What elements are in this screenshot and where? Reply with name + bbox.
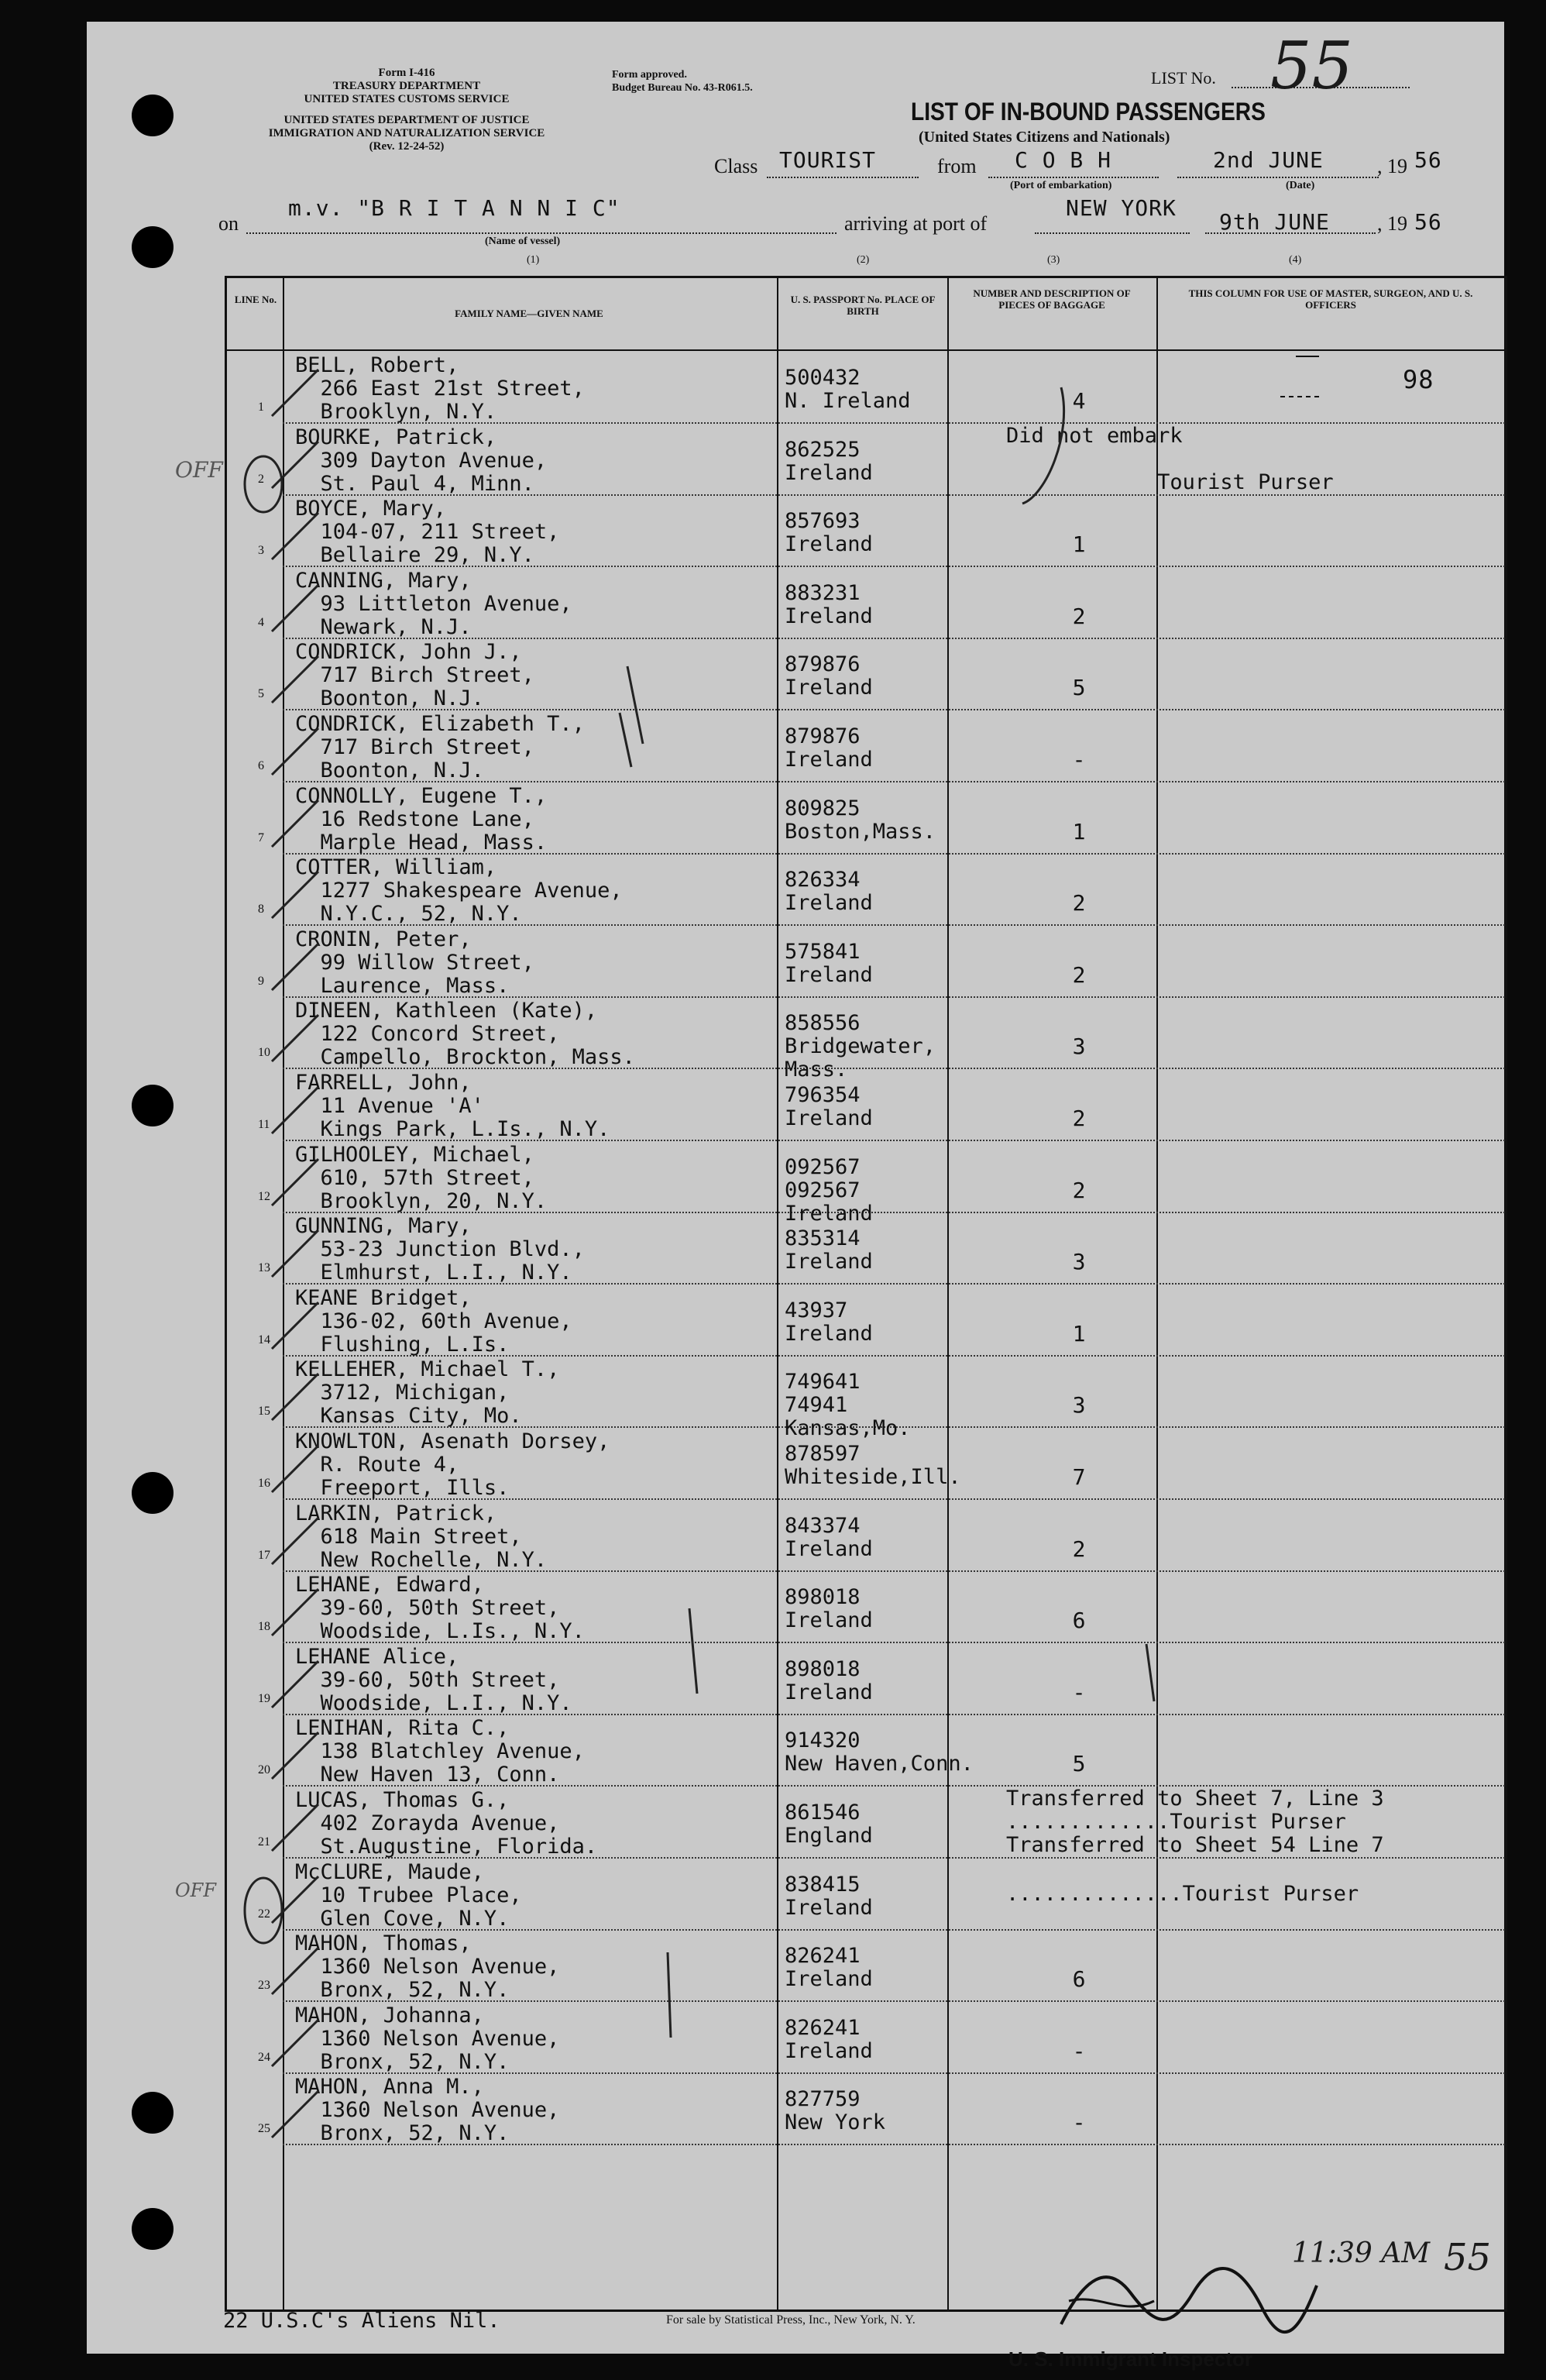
- passenger-name-address: KNOWLTON, Asenath Dorsey, R. Route 4, Freeport, Ills.: [295, 1429, 610, 1500]
- passenger-name-address: LUCAS, Thomas G., 402 Zorayda Avenue, St.Augustine, Florida.: [295, 1788, 598, 1859]
- baggage-count: 4: [1072, 388, 1086, 414]
- port-embark-caption: (Port of embarkation): [1010, 180, 1112, 191]
- line-number: 11: [258, 1118, 270, 1131]
- passenger-name-address: McCLURE, Maude, 10 Trubee Place, Glen Cove, N.Y.: [295, 1859, 522, 1931]
- column-header-officers: THIS COLUMN FOR USE OF MASTER, SURGEON, AND U. S. OFFICERS: [1188, 287, 1473, 311]
- baggage-count: 1: [1072, 818, 1086, 844]
- margin-off-note: OFF: [175, 457, 223, 483]
- passport-birthplace: 826241 Ireland: [785, 1944, 873, 1992]
- vessel-name: m.v. "B R I T A N N I C": [288, 195, 620, 221]
- year-prefix-2: , 19: [1377, 212, 1407, 235]
- caption-number: (2): [857, 254, 870, 266]
- passenger-name-address: FARRELL, John, 11 Avenue 'A' Kings Park, L.Is., N.Y.: [295, 1071, 610, 1141]
- arrival-date: 9th JUNE: [1219, 209, 1330, 235]
- passport-birthplace: 092567 092567 Ireland: [785, 1154, 873, 1226]
- passenger-name-address: KEANE Bridget, 136-02, 60th Avenue, Flushing, L.Is.: [295, 1285, 572, 1357]
- corner-number: 98: [1403, 365, 1434, 394]
- budget-number: Budget Bureau No. 43-R061.5.: [612, 82, 753, 94]
- date-caption: (Date): [1286, 180, 1315, 191]
- passport-birthplace: 796354 Ireland: [785, 1083, 873, 1130]
- passport-birthplace: 861546 England: [785, 1800, 873, 1848]
- port-of-embarkation: C O B H: [1015, 147, 1112, 173]
- treasury-dept: TREASURY DEPARTMENT: [332, 80, 481, 92]
- line-number: 3: [258, 544, 264, 558]
- passport-birthplace: 835314 Ireland: [785, 1226, 873, 1274]
- baggage-count: 2: [1072, 1106, 1086, 1131]
- inspector-caption: U. S. Immigrant Inspector: [1008, 2347, 1252, 2371]
- remarks: Did not embark Tourist Purser: [1006, 423, 1334, 494]
- passport-birthplace: 878597 Whiteside,Ill.: [785, 1442, 961, 1489]
- passport-birthplace: 914320 New Haven,Conn.: [785, 1728, 974, 1776]
- passenger-name-address: CONNOLLY, Eugene T., 16 Redstone Lane, Marple Head, Mass.: [295, 783, 548, 855]
- line-number: 25: [258, 2122, 270, 2136]
- aliens-note: 22 U.S.C's Aliens Nil.: [223, 2309, 500, 2333]
- passport-birthplace: 575841 Ireland: [785, 939, 873, 987]
- column-header-passport: U. S. PASSPORT No. PLACE OF BIRTH: [790, 294, 936, 317]
- baggage-count: 7: [1072, 1464, 1086, 1490]
- column-header-name: FAMILY NAME—GIVEN NAME: [455, 308, 603, 319]
- from-label: from: [937, 155, 977, 177]
- line-number: 5: [258, 687, 264, 701]
- line-number: 13: [258, 1261, 270, 1275]
- tick-mark: [620, 713, 631, 767]
- caption-number: (4): [1289, 254, 1302, 266]
- baggage-count: 2: [1072, 961, 1086, 988]
- passenger-name-address: COTTER, William, 1277 Shakespeare Avenue, N.Y.C., 52, N.Y.: [295, 855, 623, 927]
- passenger-name-address: CANNING, Mary, 93 Littleton Avenue, Newark, N.J.: [295, 568, 572, 639]
- class-value: TOURIST: [779, 147, 877, 173]
- immigration-service: IMMIGRATION AND NATURALIZATION SERVICE: [268, 127, 545, 139]
- on-label: on: [218, 212, 239, 235]
- baggage-count: 5: [1072, 1751, 1086, 1777]
- departure-year: 56: [1414, 147, 1442, 173]
- page-subtitle: (United States Citizens and Nationals): [919, 129, 1170, 146]
- tick-mark: [1146, 1644, 1154, 1701]
- baggage-count: 5: [1072, 675, 1086, 701]
- line-number: 7: [258, 831, 264, 844]
- caption-number: (3): [1047, 254, 1060, 266]
- passenger-name-address: MAHON, Thomas, 1360 Nelson Avenue, Bronx, 52, N.Y.: [295, 1931, 560, 2003]
- passport-birthplace: 838415 Ireland: [785, 1872, 873, 1920]
- passenger-name-address: LARKIN, Patrick, 618 Main Street, New Rochelle, N.Y.: [295, 1501, 548, 1572]
- line-number: 20: [258, 1763, 270, 1777]
- passenger-name-address: LEHANE Alice, 39-60, 50th Street, Woodside, L.I., N.Y.: [295, 1644, 572, 1715]
- arriving-label: arriving at port of: [844, 212, 988, 235]
- baggage-count: 2: [1072, 1536, 1086, 1562]
- passport-birthplace: 879876 Ireland: [785, 652, 873, 700]
- remarks: ..............Tourist Purser: [1006, 1881, 1359, 1906]
- passport-birthplace: 826241 Ireland: [785, 2015, 873, 2063]
- page-title: LIST OF IN-BOUND PASSENGERS: [911, 98, 1266, 126]
- tick-mark: [627, 666, 643, 744]
- line-number: 22: [258, 1907, 270, 1921]
- passenger-name-address: BOURKE, Patrick, 309 Dayton Avenue, St. Paul 4, Minn.: [295, 425, 548, 496]
- passenger-name-address: KELLEHER, Michael T., 3712, Michigan, Kansas City, Mo.: [295, 1357, 560, 1429]
- customs-service: UNITED STATES CUSTOMS SERVICE: [304, 93, 510, 105]
- line-number: 24: [258, 2050, 270, 2064]
- passenger-name-address: BOYCE, Mary, 104-07, 211 Street, Bellaire 29, N.Y.: [295, 497, 560, 568]
- scribble-mark: [1022, 387, 1064, 504]
- tick-mark: [689, 1608, 697, 1694]
- line-number: 18: [258, 1620, 270, 1634]
- passenger-name-address: LEHANE, Edward, 39-60, 50th Street, Woodside, L.Is., N.Y.: [295, 1573, 585, 1644]
- passenger-name-address: GILHOOLEY, Michael, 610, 57th Street, Brooklyn, 20, N.Y.: [295, 1142, 548, 1213]
- passenger-name-address: MAHON, Johanna, 1360 Nelson Avenue, Bronx, 52, N.Y.: [295, 2003, 560, 2074]
- caption-number: (1): [527, 254, 540, 266]
- baggage-count: 2: [1072, 890, 1086, 917]
- baggage-count: 3: [1072, 1392, 1086, 1419]
- justice-dept: UNITED STATES DEPARTMENT OF JUSTICE: [283, 114, 530, 126]
- passport-birthplace: 858556 Bridgewater, Mass.: [785, 1011, 936, 1082]
- departure-date: 2nd JUNE: [1213, 147, 1324, 173]
- circled-line-mark: [245, 456, 282, 512]
- passport-birthplace: 500432 N. Ireland: [785, 366, 911, 413]
- passport-birthplace: 862525 Ireland: [785, 437, 873, 485]
- passport-birthplace: 879876 Ireland: [785, 724, 873, 772]
- passport-birthplace: 749641 74941 Kansas,Mo.: [785, 1370, 911, 1441]
- passenger-name-address: BELL, Robert, 266 East 21st Street, Brooklyn, N.Y.: [295, 353, 585, 424]
- form-number: Form I-416: [378, 67, 435, 79]
- passport-birthplace: 843374 Ireland: [785, 1513, 873, 1561]
- passport-birthplace: 898018 Ireland: [785, 1656, 873, 1704]
- line-number: 1: [258, 401, 264, 414]
- line-number: 8: [258, 903, 264, 917]
- baggage-count: 6: [1072, 1966, 1086, 1993]
- passport-birthplace: 883231 Ireland: [785, 580, 873, 628]
- class-label: Class: [714, 155, 758, 177]
- signature-list-number: 55: [1444, 2236, 1492, 2279]
- line-number: 17: [258, 1548, 270, 1562]
- line-number: 4: [258, 615, 264, 629]
- passenger-name-address: MAHON, Anna M., 1360 Nelson Avenue, Bronx, 52, N.Y.: [295, 2075, 560, 2146]
- baggage-count: 1: [1072, 531, 1086, 558]
- column-header-baggage: NUMBER AND DESCRIPTION OF PIECES OF BAGGAGE: [973, 287, 1131, 311]
- baggage-count: 2: [1072, 603, 1086, 629]
- line-number: 12: [258, 1189, 270, 1203]
- line-number: 10: [258, 1046, 270, 1060]
- passenger-name-address: CONDRICK, John J., 717 Birch Street, Boonton, N.J.: [295, 640, 534, 711]
- printer-note: For sale by Statistical Press, Inc., New York, N. Y.: [666, 2313, 916, 2327]
- baggage-count: 2: [1072, 1177, 1086, 1203]
- passenger-name-address: CRONIN, Peter, 99 Willow Street, Laurence, Mass.: [295, 927, 534, 998]
- line-number: 23: [258, 1979, 270, 1993]
- baggage-count: -: [1072, 2110, 1086, 2136]
- passport-birthplace: 898018 Ireland: [785, 1585, 873, 1633]
- passport-birthplace: 809825 Boston,Mass.: [785, 796, 936, 844]
- tick-mark: [668, 1952, 671, 2038]
- passenger-name-address: LENIHAN, Rita C., 138 Blatchley Avenue, New Haven 13, Conn.: [295, 1716, 585, 1787]
- line-number: 16: [258, 1477, 270, 1490]
- margin-off-note: OFF: [175, 1880, 216, 1901]
- passport-birthplace: 857693 Ireland: [785, 509, 873, 557]
- line-number: 9: [258, 974, 264, 988]
- line-number: 15: [258, 1405, 270, 1419]
- baggage-count: 1: [1072, 1320, 1086, 1346]
- remarks: Transferred to Sheet 7, Line 3 .............Tourist Purser Transferred to Sheet 54 Line 7: [1006, 1787, 1384, 1857]
- signature-time: 11:39 AM: [1292, 2237, 1431, 2269]
- year-prefix-1: , 19: [1377, 155, 1407, 177]
- baggage-count: -: [1072, 2038, 1086, 2064]
- vessel-caption: (Name of vessel): [485, 236, 561, 247]
- passport-birthplace: 826334 Ireland: [785, 868, 873, 916]
- line-number: 21: [258, 1835, 270, 1849]
- passenger-name-address: GUNNING, Mary, 53-23 Junction Blvd., Elmhurst, L.I., N.Y.: [295, 1214, 585, 1285]
- arrival-port: NEW YORK: [1066, 195, 1177, 221]
- line-number: 2: [258, 472, 264, 486]
- passenger-name-address: DINEEN, Kathleen (Kate), 122 Concord Street, Campello, Brockton, Mass.: [295, 999, 635, 1070]
- line-number: 6: [258, 759, 264, 772]
- baggage-count: 3: [1072, 1249, 1086, 1275]
- column-header-line: LINE No.: [234, 294, 277, 305]
- passport-birthplace: 827759 New York: [785, 2087, 886, 2135]
- list-number-label: LIST No.: [1151, 68, 1216, 88]
- passenger-name-address: CONDRICK, Elizabeth T., 717 Birch Street, Boonton, N.J.: [295, 712, 585, 782]
- circled-line-mark: [245, 1878, 282, 1943]
- baggage-count: 6: [1072, 1608, 1086, 1634]
- passport-birthplace: 43937 Ireland: [785, 1298, 873, 1346]
- arrival-year: 56: [1414, 209, 1442, 235]
- list-number-handwritten: 55: [1270, 28, 1353, 104]
- baggage-count: 3: [1072, 1034, 1086, 1060]
- line-number: 14: [258, 1333, 270, 1346]
- baggage-count: -: [1072, 1679, 1086, 1705]
- line-number: 19: [258, 1691, 270, 1705]
- baggage-count: -: [1072, 747, 1086, 772]
- revision: (Rev. 12-24-52): [369, 140, 445, 153]
- form-approved: Form approved.: [612, 69, 687, 81]
